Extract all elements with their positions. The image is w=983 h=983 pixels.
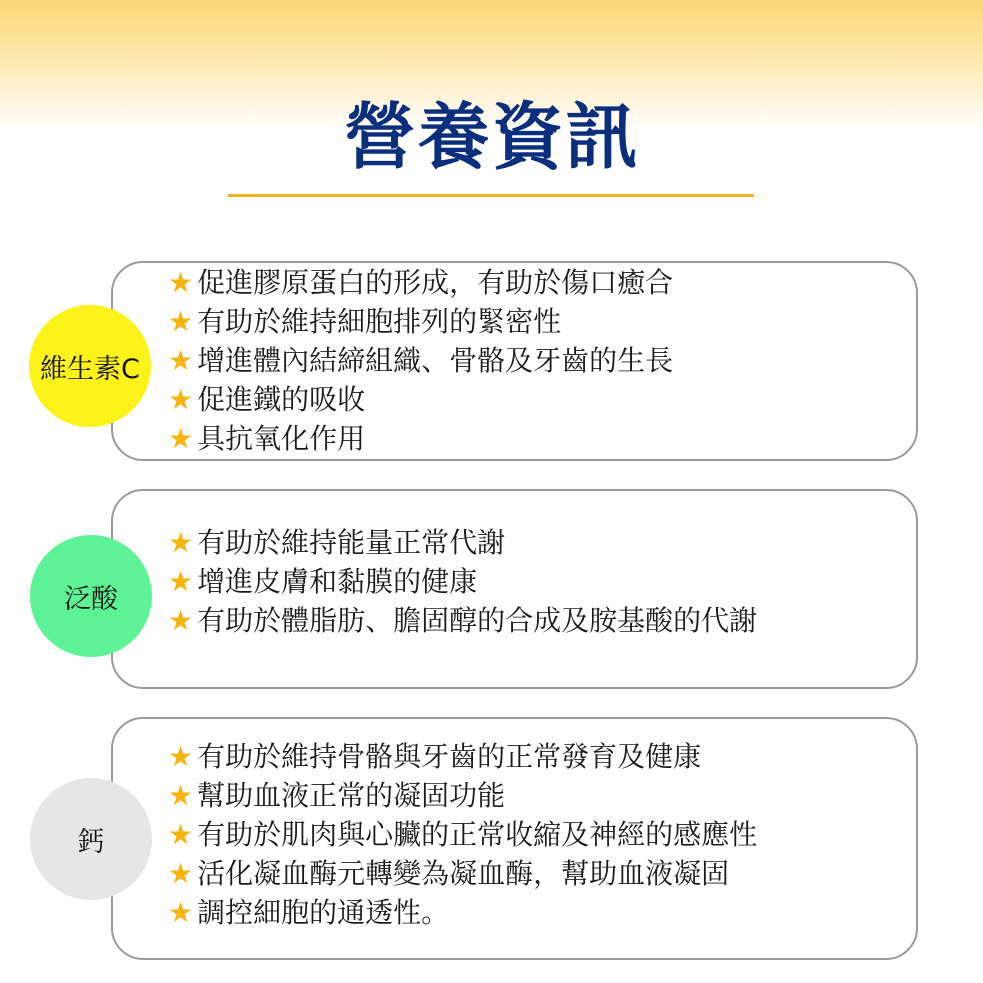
vitamin-c-label: 維生素C — [40, 353, 140, 385]
list-item-text: 促進膠原蛋白的形成，有助於傷口癒合 — [197, 266, 674, 299]
list-item — [168, 263, 673, 302]
title-divider — [228, 194, 754, 197]
star-icon: ★ — [168, 526, 194, 559]
star-icon: ★ — [168, 896, 194, 929]
list-item — [168, 815, 757, 854]
star-icon: ★ — [168, 740, 194, 773]
star-icon: ★ — [168, 344, 194, 377]
pantothenic-acid-label: 泛酸 — [64, 583, 118, 615]
star-icon: ★ — [168, 779, 194, 812]
vitamin-c-benefits — [168, 263, 673, 458]
list-item-text: 有助於維持細胞排列的緊密性 — [197, 305, 562, 338]
list-item-text: 有助於維持骨骼與牙齒的正常發育及健康 — [197, 740, 702, 773]
list-item — [168, 562, 757, 601]
star-icon: ★ — [168, 818, 194, 851]
list-item-text: 調控細胞的通透性。 — [197, 896, 450, 929]
list-item — [168, 302, 673, 341]
star-icon: ★ — [168, 422, 194, 455]
pantothenic-acid-badge — [30, 535, 152, 657]
vitamin-c-badge — [29, 305, 151, 427]
list-item-text: 活化凝血酶元轉變為凝血酶，幫助血液凝固 — [197, 857, 730, 890]
page-title: 營養資訊 — [343, 95, 640, 179]
star-icon: ★ — [168, 565, 194, 598]
star-icon: ★ — [168, 305, 194, 338]
calcium-badge — [30, 778, 152, 900]
pantothenic-acid-benefits — [168, 523, 757, 640]
calcium-label: 鈣 — [77, 826, 105, 858]
calcium-benefits — [168, 737, 757, 932]
list-item — [168, 776, 757, 815]
star-icon: ★ — [168, 383, 194, 416]
list-item-text: 促進鐵的吸收 — [197, 383, 366, 416]
list-item — [168, 854, 757, 893]
list-item — [168, 380, 673, 419]
list-item-text: 有助於維持能量正常代謝 — [197, 526, 506, 559]
list-item-text: 幫助血液正常的凝固功能 — [197, 779, 506, 812]
list-item — [168, 419, 673, 458]
list-item — [168, 601, 757, 640]
list-item-text: 增進體內結締組織、骨骼及牙齒的生長 — [197, 344, 674, 377]
list-item — [168, 737, 757, 776]
list-item-text: 有助於體脂肪、膽固醇的合成及胺基酸的代謝 — [197, 604, 758, 637]
list-item-text: 具抗氧化作用 — [197, 422, 366, 455]
list-item — [168, 893, 757, 932]
list-item-text: 增進皮膚和黏膜的健康 — [197, 565, 478, 598]
list-item-text: 有助於肌肉與心臟的正常收縮及神經的感應性 — [197, 818, 758, 851]
star-icon: ★ — [168, 266, 194, 299]
star-icon: ★ — [168, 857, 194, 890]
star-icon: ★ — [168, 604, 194, 637]
list-item — [168, 523, 757, 562]
list-item — [168, 341, 673, 380]
